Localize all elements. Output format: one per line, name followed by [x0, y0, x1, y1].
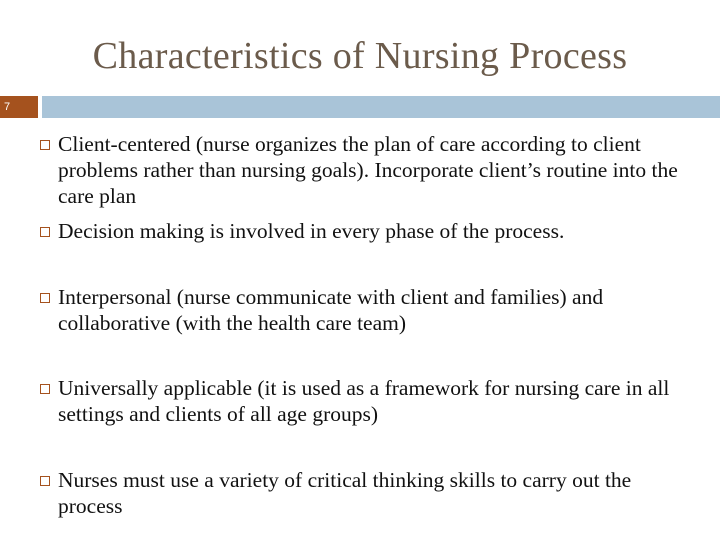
- square-bullet-icon: [40, 140, 50, 150]
- bullet-item: Decision making is involved in every phase of the process.: [58, 219, 565, 243]
- square-bullet-icon: [40, 384, 50, 394]
- slide-number: 7: [0, 96, 38, 118]
- bullet-item: Universally applicable (it is used as a framework for nursing care in all settings and clients of all age groups): [58, 376, 670, 426]
- square-bullet-icon: [40, 293, 50, 303]
- square-bullet-icon: [40, 476, 50, 486]
- slide-title: Characteristics of Nursing Process: [92, 35, 628, 77]
- bullet-item: Client-centered (nurse organizes the plan of care according to client problems rather than nursing goals). Incorporate client’s routine into the care plan: [58, 132, 678, 208]
- square-bullet-icon: [40, 227, 50, 237]
- bullet-item: Interpersonal (nurse communicate with client and families) and collaborative (with the health care team): [58, 285, 604, 335]
- bullet-item: Nurses must use a variety of critical thinking skills to carry out the process: [58, 468, 632, 518]
